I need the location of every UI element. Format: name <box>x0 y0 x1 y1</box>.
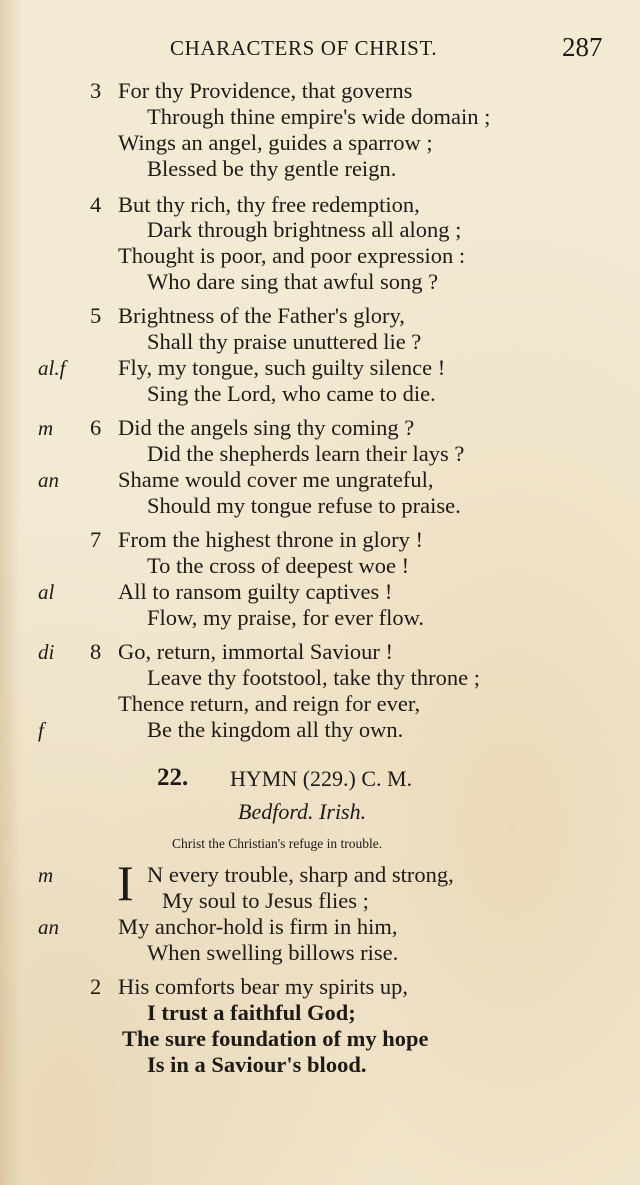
verse-line: Should my tongue refuse to praise. <box>147 493 461 518</box>
verse-number: 4 <box>90 192 102 217</box>
verse-line: His comforts bear my spirits up, <box>118 974 408 999</box>
verse-line: I trust a faithful God; <box>147 1000 356 1025</box>
verse-line: Thence return, and reign for ever, <box>118 691 421 716</box>
verse-line: N every trouble, sharp and strong, <box>147 862 454 887</box>
verse-line: When swelling billows rise. <box>147 940 399 965</box>
verse-number: 5 <box>90 303 102 328</box>
verse-line: For thy Providence, that governs <box>118 78 413 103</box>
verse-line: From the highest throne in glory ! <box>118 527 423 552</box>
page-number: 287 <box>562 32 603 62</box>
verse-line: Did the shepherds learn their lays ? <box>147 441 465 466</box>
verse-line: Sing the Lord, who came to die. <box>147 381 436 406</box>
dynamic-mark: an <box>38 468 59 492</box>
verse-line: But thy rich, thy free redemption, <box>118 192 420 217</box>
verse-line: Flow, my praise, for ever flow. <box>147 605 425 630</box>
hymn-title: HYMN (229.) C. M. <box>230 766 413 791</box>
verse-line: Be the kingdom all thy own. <box>147 717 404 742</box>
verse-number: 6 <box>90 415 102 440</box>
verse-line: Who dare sing that awful song ? <box>147 269 439 294</box>
dynamic-mark: m <box>38 416 54 440</box>
running-title: CHARACTERS OF CHRIST. <box>170 36 438 60</box>
verse-line: Through thine empire's wide domain ; <box>147 104 491 129</box>
verse-line: Wings an angel, guides a sparrow ; <box>118 130 433 155</box>
dynamic-mark: al <box>38 580 55 604</box>
hymn-subtitle: Christ the Christian's refuge in trouble. <box>172 836 383 851</box>
verse-number: 7 <box>90 527 102 552</box>
verse-line: Leave thy footstool, take thy throne ; <box>147 665 481 690</box>
dynamic-mark: al.f <box>38 356 66 380</box>
verse-line: Brightness of the Father's glory, <box>118 303 405 328</box>
verse-line: My anchor-hold is firm in him, <box>118 914 398 939</box>
tune-names: Bedford. Irish. <box>238 799 367 824</box>
verse-line: Fly, my tongue, such guilty silence ! <box>118 355 446 380</box>
verse-line: Shame would cover me ungrateful, <box>118 467 434 492</box>
verse-line: Go, return, immortal Saviour ! <box>118 639 393 664</box>
verse-line: My soul to Jesus flies ; <box>162 888 369 913</box>
verse-line: Blessed be thy gentle reign. <box>147 156 397 181</box>
verse-line: Did the angels sing thy coming ? <box>118 415 415 440</box>
dynamic-mark: m <box>38 863 54 887</box>
drop-cap: I <box>117 855 134 911</box>
verse-line: Thought is poor, and poor expression : <box>118 243 466 268</box>
verse-line: Is in a Saviour's blood. <box>147 1052 367 1077</box>
verse-number: 2 <box>90 974 102 999</box>
verse-line: Shall thy praise unuttered lie ? <box>147 329 422 354</box>
verse-line: The sure foundation of my hope <box>122 1026 429 1051</box>
verse-line: To the cross of deepest woe ! <box>147 553 410 578</box>
dynamic-mark: di <box>38 640 55 664</box>
verse-line: All to ransom guilty captives ! <box>118 579 393 604</box>
verse-line: Dark through brightness all along ; <box>147 217 462 242</box>
verse-number: 8 <box>90 639 102 664</box>
verse-number: 3 <box>90 78 102 103</box>
hymn-number: 22. <box>157 764 189 791</box>
dynamic-mark: an <box>38 915 59 939</box>
dynamic-mark: f <box>38 718 44 742</box>
